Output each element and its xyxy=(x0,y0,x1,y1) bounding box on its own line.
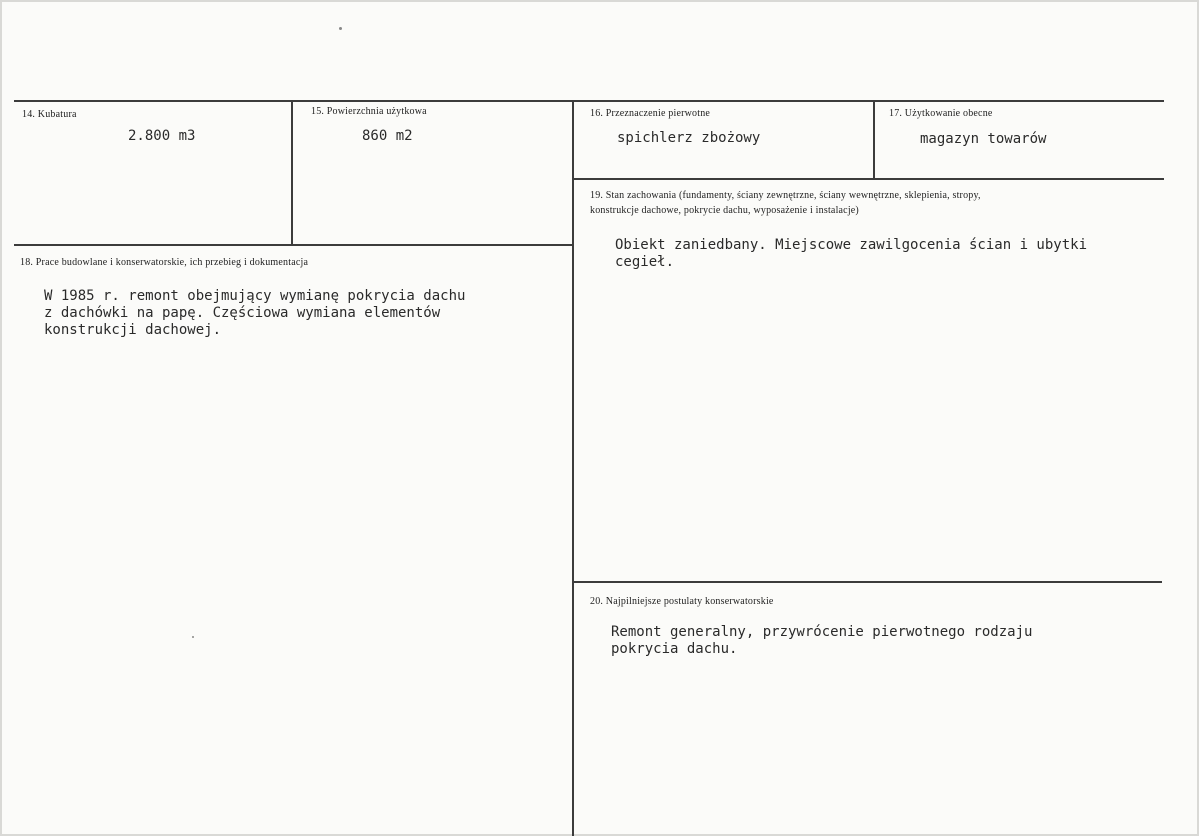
field-16-label: 16. Przeznaczenie pierwotne xyxy=(590,108,711,119)
divider-15-16 xyxy=(572,100,574,836)
field-18-value: W 1985 r. remont obejmujący wymianę pokrycia dachu z dachówki na papę. Częściowa wymiana elementów konstrukcji dachowej. xyxy=(44,288,466,338)
field-17-value: magazyn towarów xyxy=(920,131,1047,147)
field-19-label: 19. Stan zachowania (fundamenty, ściany zewnętrzne, ściany wewnętrzne, sklepienia, stropy, konstrukcje dachowe, pokrycie dachu, wyposażenie i instalacje) xyxy=(590,190,981,216)
field-14-label: 14. Kubatura xyxy=(22,109,77,120)
top-rule xyxy=(14,100,1164,102)
field-15-label: 15. Powierzchnia użytkowa xyxy=(311,106,427,117)
field-17-label: 17. Użytkowanie obecne xyxy=(889,108,993,119)
paper-speck xyxy=(192,636,194,638)
rule-under-16-17 xyxy=(572,178,1164,180)
field-14-value: 2.800 m3 xyxy=(128,128,196,144)
rule-under-14-15 xyxy=(14,244,574,246)
field-15-value: 860 m2 xyxy=(362,128,413,144)
field-20-value: Remont generalny, przywrócenie pierwotnego rodzaju pokrycia dachu. xyxy=(611,624,1033,657)
field-20-label: 20. Najpilniejsze postulaty konserwatorskie xyxy=(590,596,774,607)
field-18-label: 18. Prace budowlane i konserwatorskie, ich przebieg i dokumentacja xyxy=(20,257,309,268)
divider-16-17 xyxy=(873,100,875,180)
paper-speck xyxy=(339,27,342,30)
divider-14-15 xyxy=(291,100,293,246)
rule-above-20 xyxy=(572,581,1162,583)
field-19-value: Obiekt zaniedbany. Miejscowe zawilgocenia ścian i ubytki cegieł. xyxy=(615,237,1088,270)
field-16-value: spichlerz zbożowy xyxy=(617,130,761,146)
